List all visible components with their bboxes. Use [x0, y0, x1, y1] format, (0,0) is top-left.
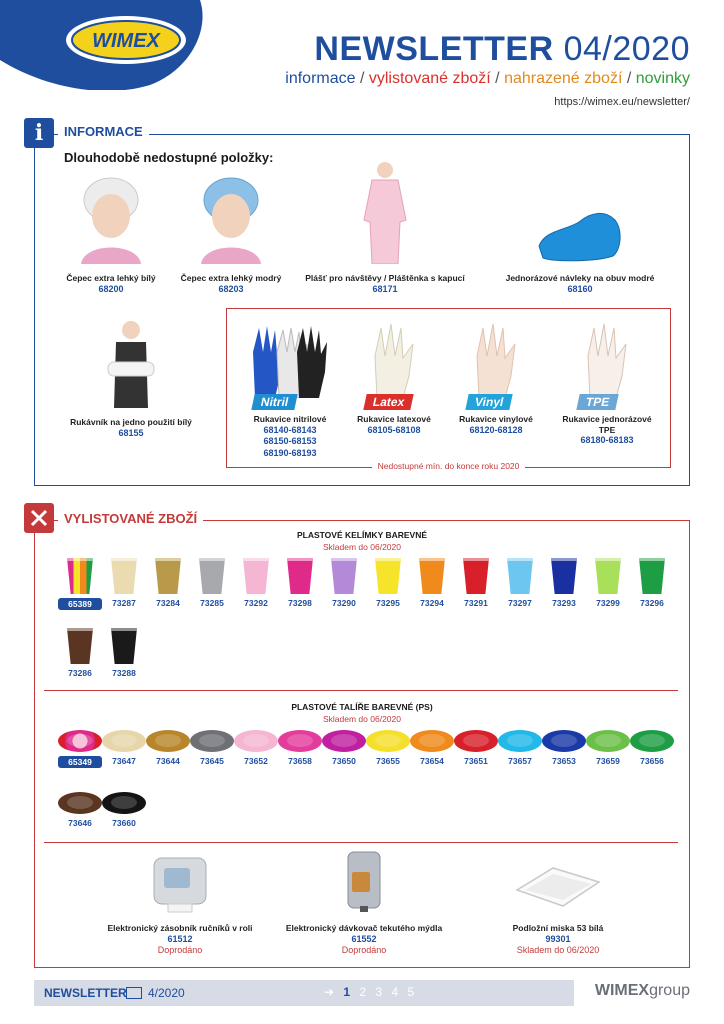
plate-item	[146, 730, 190, 766]
cup-code: 73293	[552, 598, 576, 608]
plate-code: 73655	[376, 756, 400, 766]
plate-code: 73660	[112, 818, 136, 828]
plate-code: 73654	[420, 756, 444, 766]
cup-code: 65389	[58, 598, 102, 610]
info-item: Plášť pro návštěvy / Pláštěnka s kapucí 68171	[300, 160, 470, 295]
cup-swatch	[287, 558, 313, 594]
info-section-title: INFORMACE	[58, 124, 149, 139]
plate-swatch	[410, 730, 454, 752]
arrow-icon: ➔	[324, 985, 338, 999]
cup-code: 73290	[332, 598, 356, 608]
cup-code: 73298	[288, 598, 312, 608]
plate-item	[322, 730, 366, 766]
latex-image: Latex	[359, 322, 429, 410]
plates-stock-note: Skladem do 06/2020	[323, 714, 401, 724]
sub-vylistovane: vylistované zboží	[368, 70, 491, 87]
plates-title: PLASTOVÉ TALÍŘE BAREVNÉ (PS)	[291, 702, 433, 712]
plate-code: 73646	[68, 818, 92, 828]
info-item: Rukávník na jedno použití bílý 68155	[56, 318, 206, 439]
plate-item	[102, 730, 146, 766]
plate-swatch	[498, 730, 542, 752]
plate-item	[58, 792, 102, 828]
cup-swatch	[199, 558, 225, 594]
cup-code: 73284	[156, 598, 180, 608]
plate-item	[366, 730, 410, 766]
plate-item	[234, 730, 278, 766]
cup-item	[102, 558, 146, 608]
plate-item	[498, 730, 542, 766]
plate-code: 73659	[596, 756, 620, 766]
plate-swatch	[586, 730, 630, 752]
other-pages[interactable]: 2 3 4 5	[359, 985, 418, 999]
title-bold: NEWSLETTER	[314, 30, 554, 68]
cup-item	[190, 558, 234, 608]
footer-brand: WIMEXgroup	[594, 982, 690, 999]
plate-code: 73657	[508, 756, 532, 766]
plate-item	[58, 730, 102, 768]
cup-swatch	[507, 558, 533, 594]
cup-swatch	[111, 558, 137, 594]
cup-swatch	[243, 558, 269, 594]
plate-code: 73652	[244, 756, 268, 766]
info-icon: i	[24, 118, 54, 148]
cup-code: 73296	[640, 598, 664, 608]
gloves-availability-note: Nedostupné mín. do konce roku 2020	[226, 461, 671, 471]
glove-item-vinyl: Vinyl Rukavice vinylové 68120-68128	[448, 322, 544, 436]
cup-item	[498, 558, 542, 608]
cup-item	[586, 558, 630, 608]
plate-item	[410, 730, 454, 766]
cap-white-image	[76, 172, 146, 264]
footer-bar	[34, 980, 574, 1006]
other-item: Podložní miska 53 bílá 99301 Skladem do 06/2020	[478, 860, 638, 957]
delisted-section-title: VYLISTOVANÉ ZBOŽÍ	[58, 511, 203, 526]
cup-swatch	[463, 558, 489, 594]
cup-code: 73299	[596, 598, 620, 608]
plate-code: 73647	[112, 756, 136, 766]
cup-code: 73291	[464, 598, 488, 608]
cup-swatch	[639, 558, 665, 594]
newsletter-subtitle: informace / vylistované zboží / nahrazené zboží / novinky	[285, 70, 690, 87]
plate-code: 73656	[640, 756, 664, 766]
cup-code: 73294	[420, 598, 444, 608]
plate-swatch	[102, 730, 146, 752]
plate-item	[586, 730, 630, 766]
cup-swatch	[111, 628, 137, 664]
cup-code: 73285	[200, 598, 224, 608]
plate-code: 73650	[332, 756, 356, 766]
cup-code: 73292	[244, 598, 268, 608]
plate-code: 73658	[288, 756, 312, 766]
cup-code: 73288	[112, 668, 136, 678]
plate-swatch	[542, 730, 586, 752]
plate-swatch	[630, 730, 674, 752]
plate-swatch	[234, 730, 278, 752]
info-subheading: Dlouhodobě nedostupné položky:	[64, 150, 274, 165]
cup-item	[410, 558, 454, 608]
envelope-icon	[126, 987, 142, 999]
page-navigation	[324, 985, 417, 999]
soap-dispenser-image	[344, 850, 384, 914]
cup-swatch	[67, 628, 93, 664]
cup-code: 73297	[508, 598, 532, 608]
plate-swatch	[366, 730, 410, 752]
cup-item	[234, 558, 278, 608]
cup-swatch	[375, 558, 401, 594]
tray-image	[513, 860, 603, 914]
plate-code: 65349	[58, 756, 102, 768]
cup-code: 73287	[112, 598, 136, 608]
plate-item	[278, 730, 322, 766]
cup-code: 73295	[376, 598, 400, 608]
divider	[44, 842, 678, 843]
glove-item-nitril: Nitril Rukavice nitrilové 68140-68143 68150-68153 68190-68193	[240, 322, 340, 460]
cup-item	[322, 558, 366, 608]
sleeve-cover-image	[106, 318, 156, 408]
info-item: Čepec extra lehký bílý 68200	[56, 172, 166, 295]
wimex-logo	[0, 0, 210, 90]
cup-item	[146, 558, 190, 608]
plate-code: 73651	[464, 756, 488, 766]
current-page[interactable]: 1	[343, 985, 354, 999]
other-item: Elektronický dávkovač tekutého mýdla 61552 Doprodáno	[264, 850, 464, 957]
cup-item	[630, 558, 674, 608]
towel-dispenser-image	[150, 854, 210, 914]
tpe-image: TPE	[572, 322, 642, 410]
plate-item	[454, 730, 498, 766]
plate-code: 73653	[552, 756, 576, 766]
logo-text: WIMEX	[92, 30, 160, 52]
cup-swatch	[331, 558, 357, 594]
cups-stock-note: Skladem do 06/2020	[323, 542, 401, 552]
nitril-image: Nitril	[245, 322, 335, 410]
newsletter-url[interactable]: https://wimex.eu/newsletter/	[554, 96, 690, 108]
plate-swatch	[58, 730, 102, 752]
plate-swatch	[278, 730, 322, 752]
cup-item	[542, 558, 586, 608]
plate-swatch	[454, 730, 498, 752]
plate-swatch	[146, 730, 190, 752]
plate-swatch	[322, 730, 366, 752]
cups-title: PLASTOVÉ KELÍMKY BAREVNÉ	[296, 530, 428, 540]
glove-item-latex: Latex Rukavice latexové 68105-68108	[346, 322, 442, 436]
footer-issue-number: 4/2020	[148, 986, 185, 1000]
plate-item	[630, 730, 674, 766]
plate-item	[542, 730, 586, 766]
sub-nahrazene: nahrazené zboží	[504, 70, 623, 87]
vinyl-image: Vinyl	[461, 322, 531, 410]
cup-swatch	[67, 558, 93, 594]
plate-item	[102, 792, 146, 828]
footer-newsletter-label: NEWSLETTER	[44, 986, 127, 1000]
sub-informace: informace	[285, 70, 356, 87]
cup-swatch	[551, 558, 577, 594]
title-number: 04/2020	[563, 30, 690, 68]
cup-item	[58, 628, 102, 678]
plate-code: 73645	[200, 756, 224, 766]
info-item: Jednorázové návleky na obuv modré 68160	[496, 200, 664, 295]
cup-item	[454, 558, 498, 608]
cup-swatch	[155, 558, 181, 594]
visitor-coat-image	[360, 160, 410, 264]
cup-code: 73286	[68, 668, 92, 678]
cup-swatch	[419, 558, 445, 594]
cup-item	[102, 628, 146, 678]
cup-swatch	[595, 558, 621, 594]
plate-swatch	[102, 792, 146, 814]
plate-swatch	[58, 792, 102, 814]
glove-item-tpe: TPE Rukavice jednorázové TPE 68180-68183	[554, 322, 660, 447]
newsletter-title	[314, 30, 690, 69]
cup-item	[366, 558, 410, 608]
cap-blue-image	[196, 172, 266, 264]
cup-item	[278, 558, 322, 608]
close-icon	[24, 503, 54, 533]
plate-item	[190, 730, 234, 766]
plate-swatch	[190, 730, 234, 752]
plate-code: 73644	[156, 756, 180, 766]
sub-novinky: novinky	[635, 70, 690, 87]
divider	[44, 690, 678, 691]
other-item: Elektronický zásobník ručníků v roli 61512 Doprodáno	[80, 854, 280, 957]
shoe-cover-image	[535, 200, 625, 264]
info-item: Čepec extra lehký modrý 68203	[176, 172, 286, 295]
cup-item	[58, 558, 102, 610]
